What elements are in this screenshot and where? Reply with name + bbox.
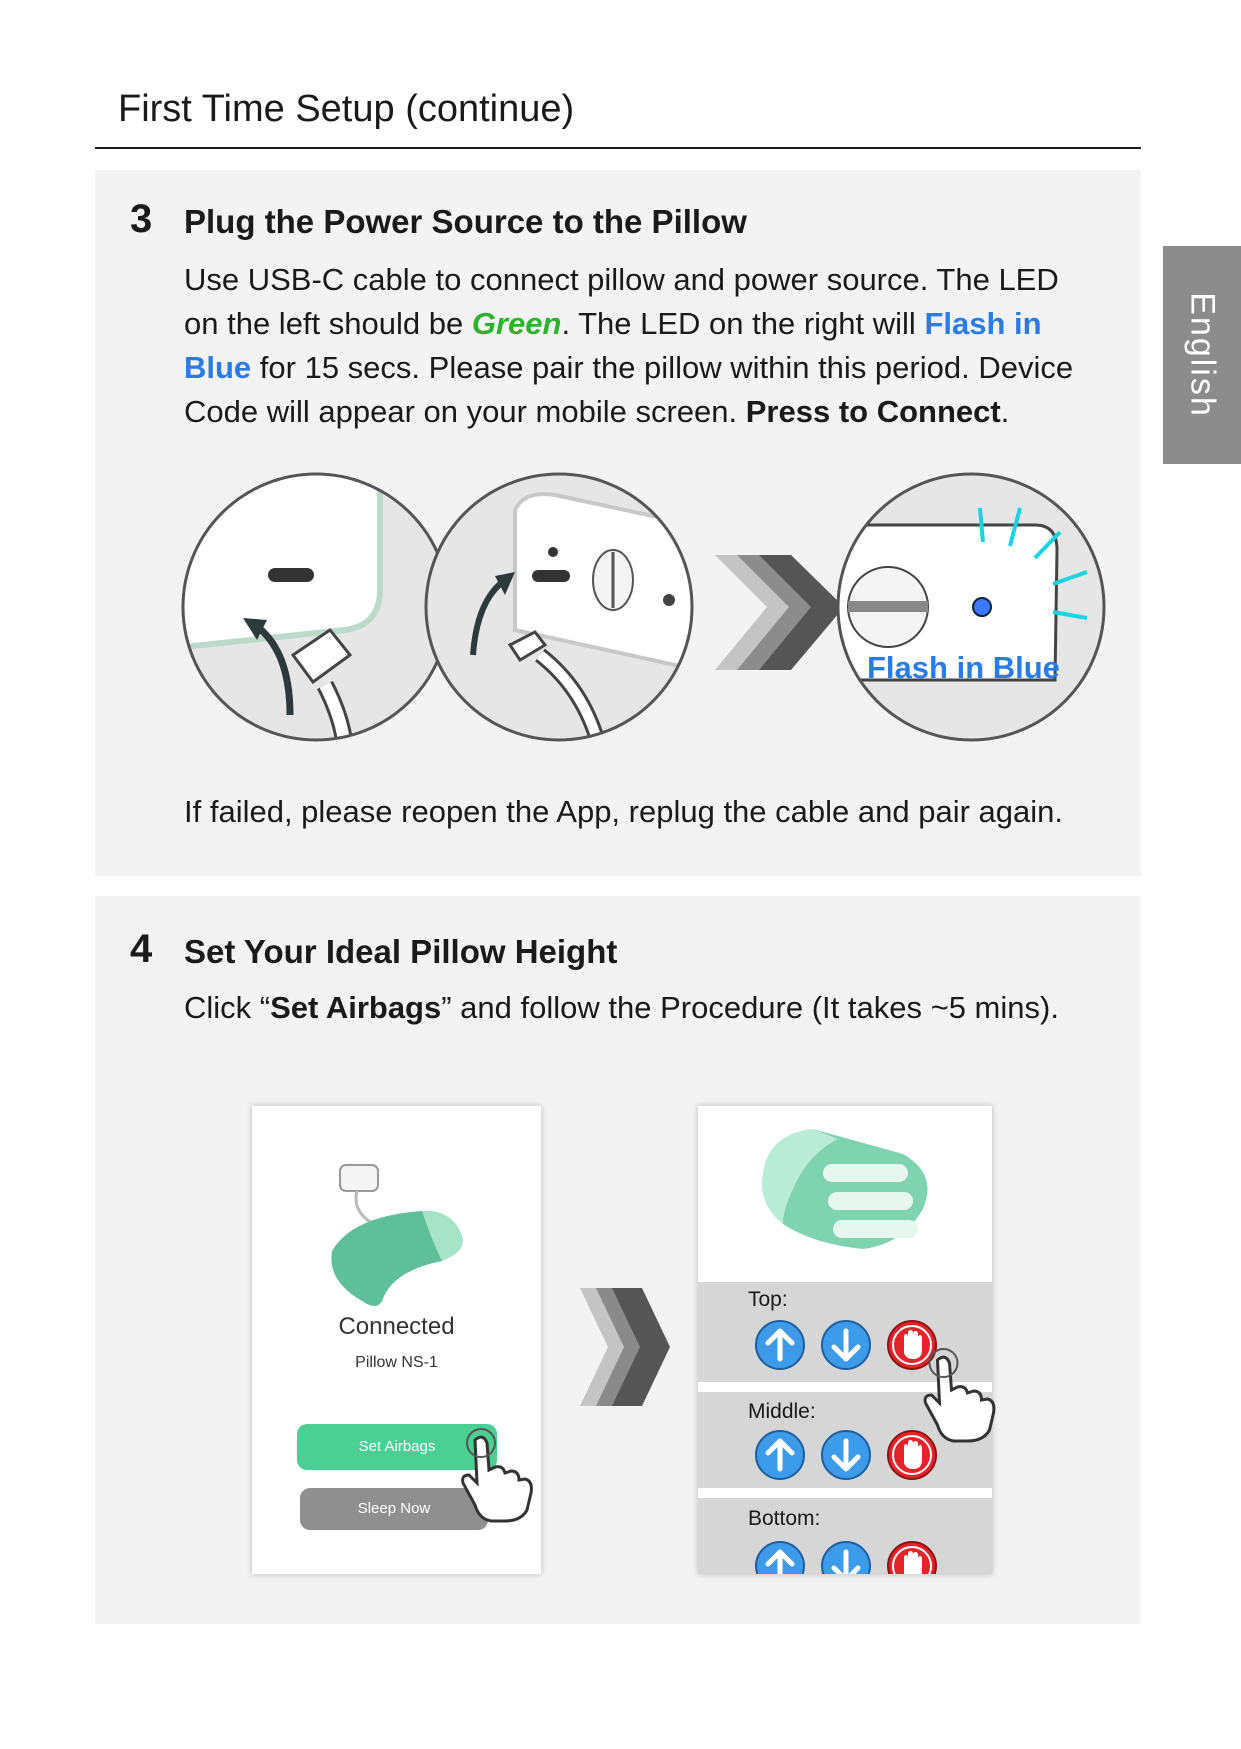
- zone-label-top: Top:: [748, 1288, 788, 1311]
- arrow-up-icon[interactable]: [754, 1429, 806, 1481]
- failed-note: If failed, please reopen the App, replug the cable and pair again.: [184, 794, 1063, 829]
- language-tab-label: English: [1183, 292, 1222, 418]
- step-3-line-2: [184, 302, 1144, 346]
- flash-blue-text: Flash in: [924, 306, 1042, 341]
- title-divider: [95, 147, 1141, 149]
- pillow-illustration: [312, 1151, 482, 1321]
- step-4-heading: Set Your Ideal Pillow Height: [184, 933, 618, 970]
- connection-status: Connected: [338, 1313, 455, 1340]
- step-4-instructions: [184, 986, 1059, 1030]
- usb-port-closeup: [155, 450, 449, 750]
- pointer-hand-icon: [455, 1425, 535, 1525]
- led-flash-closeup: [825, 474, 1104, 740]
- usb-plugged-closeup: [426, 474, 711, 750]
- set-airbags-text: Set Airbags: [270, 990, 442, 1025]
- press-to-connect-text: Press to Connect: [745, 394, 1001, 429]
- device-name: Pillow NS-1: [355, 1354, 438, 1371]
- app-screen-airbags: [698, 1106, 992, 1574]
- step-3-instructions: [184, 258, 1144, 434]
- step-4-number: 4: [130, 927, 153, 971]
- step-3-text: Code will appear on your mobile screen.: [184, 394, 746, 429]
- step-3-text: .: [1000, 394, 1010, 429]
- step-3-number: 3: [130, 197, 153, 241]
- zone-label-bottom: Bottom:: [748, 1507, 821, 1530]
- arrow-up-icon[interactable]: [754, 1319, 806, 1371]
- chevron-right-icon: [715, 555, 844, 670]
- step-4-text: ” and follow the Procedure (It takes ~5 mins).: [441, 990, 1059, 1025]
- set-airbags-button[interactable]: Set Airbags: [297, 1424, 497, 1470]
- step-3-text: on the left should be: [184, 306, 472, 341]
- sleep-now-button[interactable]: Sleep Now: [300, 1488, 488, 1530]
- arrow-down-icon[interactable]: [820, 1319, 872, 1371]
- green-led-text: Green: [471, 306, 562, 341]
- flash-blue-text: Blue: [184, 350, 252, 385]
- usb-connection-illustration: [95, 450, 1141, 750]
- chevron-right-icon: [580, 1288, 670, 1406]
- stop-hand-icon[interactable]: [886, 1540, 938, 1574]
- arrow-down-icon[interactable]: [820, 1429, 872, 1481]
- step-3-text: for 15 secs. Please pair the pillow within this period. Device: [251, 350, 1074, 385]
- zone-label-middle: Middle:: [748, 1400, 816, 1423]
- arrow-up-icon[interactable]: [754, 1540, 806, 1574]
- step-3-text: . The LED on the right will: [561, 306, 925, 341]
- flash-in-blue-label: Flash in Blue: [867, 650, 1060, 685]
- step-4-text: Click “: [184, 990, 271, 1025]
- pointer-hand-icon: [915, 1345, 1000, 1445]
- pillow-airbags-illustration: [753, 1114, 943, 1264]
- step-3-heading: Plug the Power Source to the Pillow: [184, 203, 747, 240]
- language-tab: [1163, 246, 1241, 464]
- step-3-line-3: [184, 346, 1144, 390]
- arrow-down-icon[interactable]: [820, 1540, 872, 1574]
- step-3-line-1: Use USB-C cable to connect pillow and power source. The LED: [184, 262, 1059, 297]
- page-title: First Time Setup (continue): [118, 88, 575, 130]
- step-3-line-4: [184, 390, 1144, 434]
